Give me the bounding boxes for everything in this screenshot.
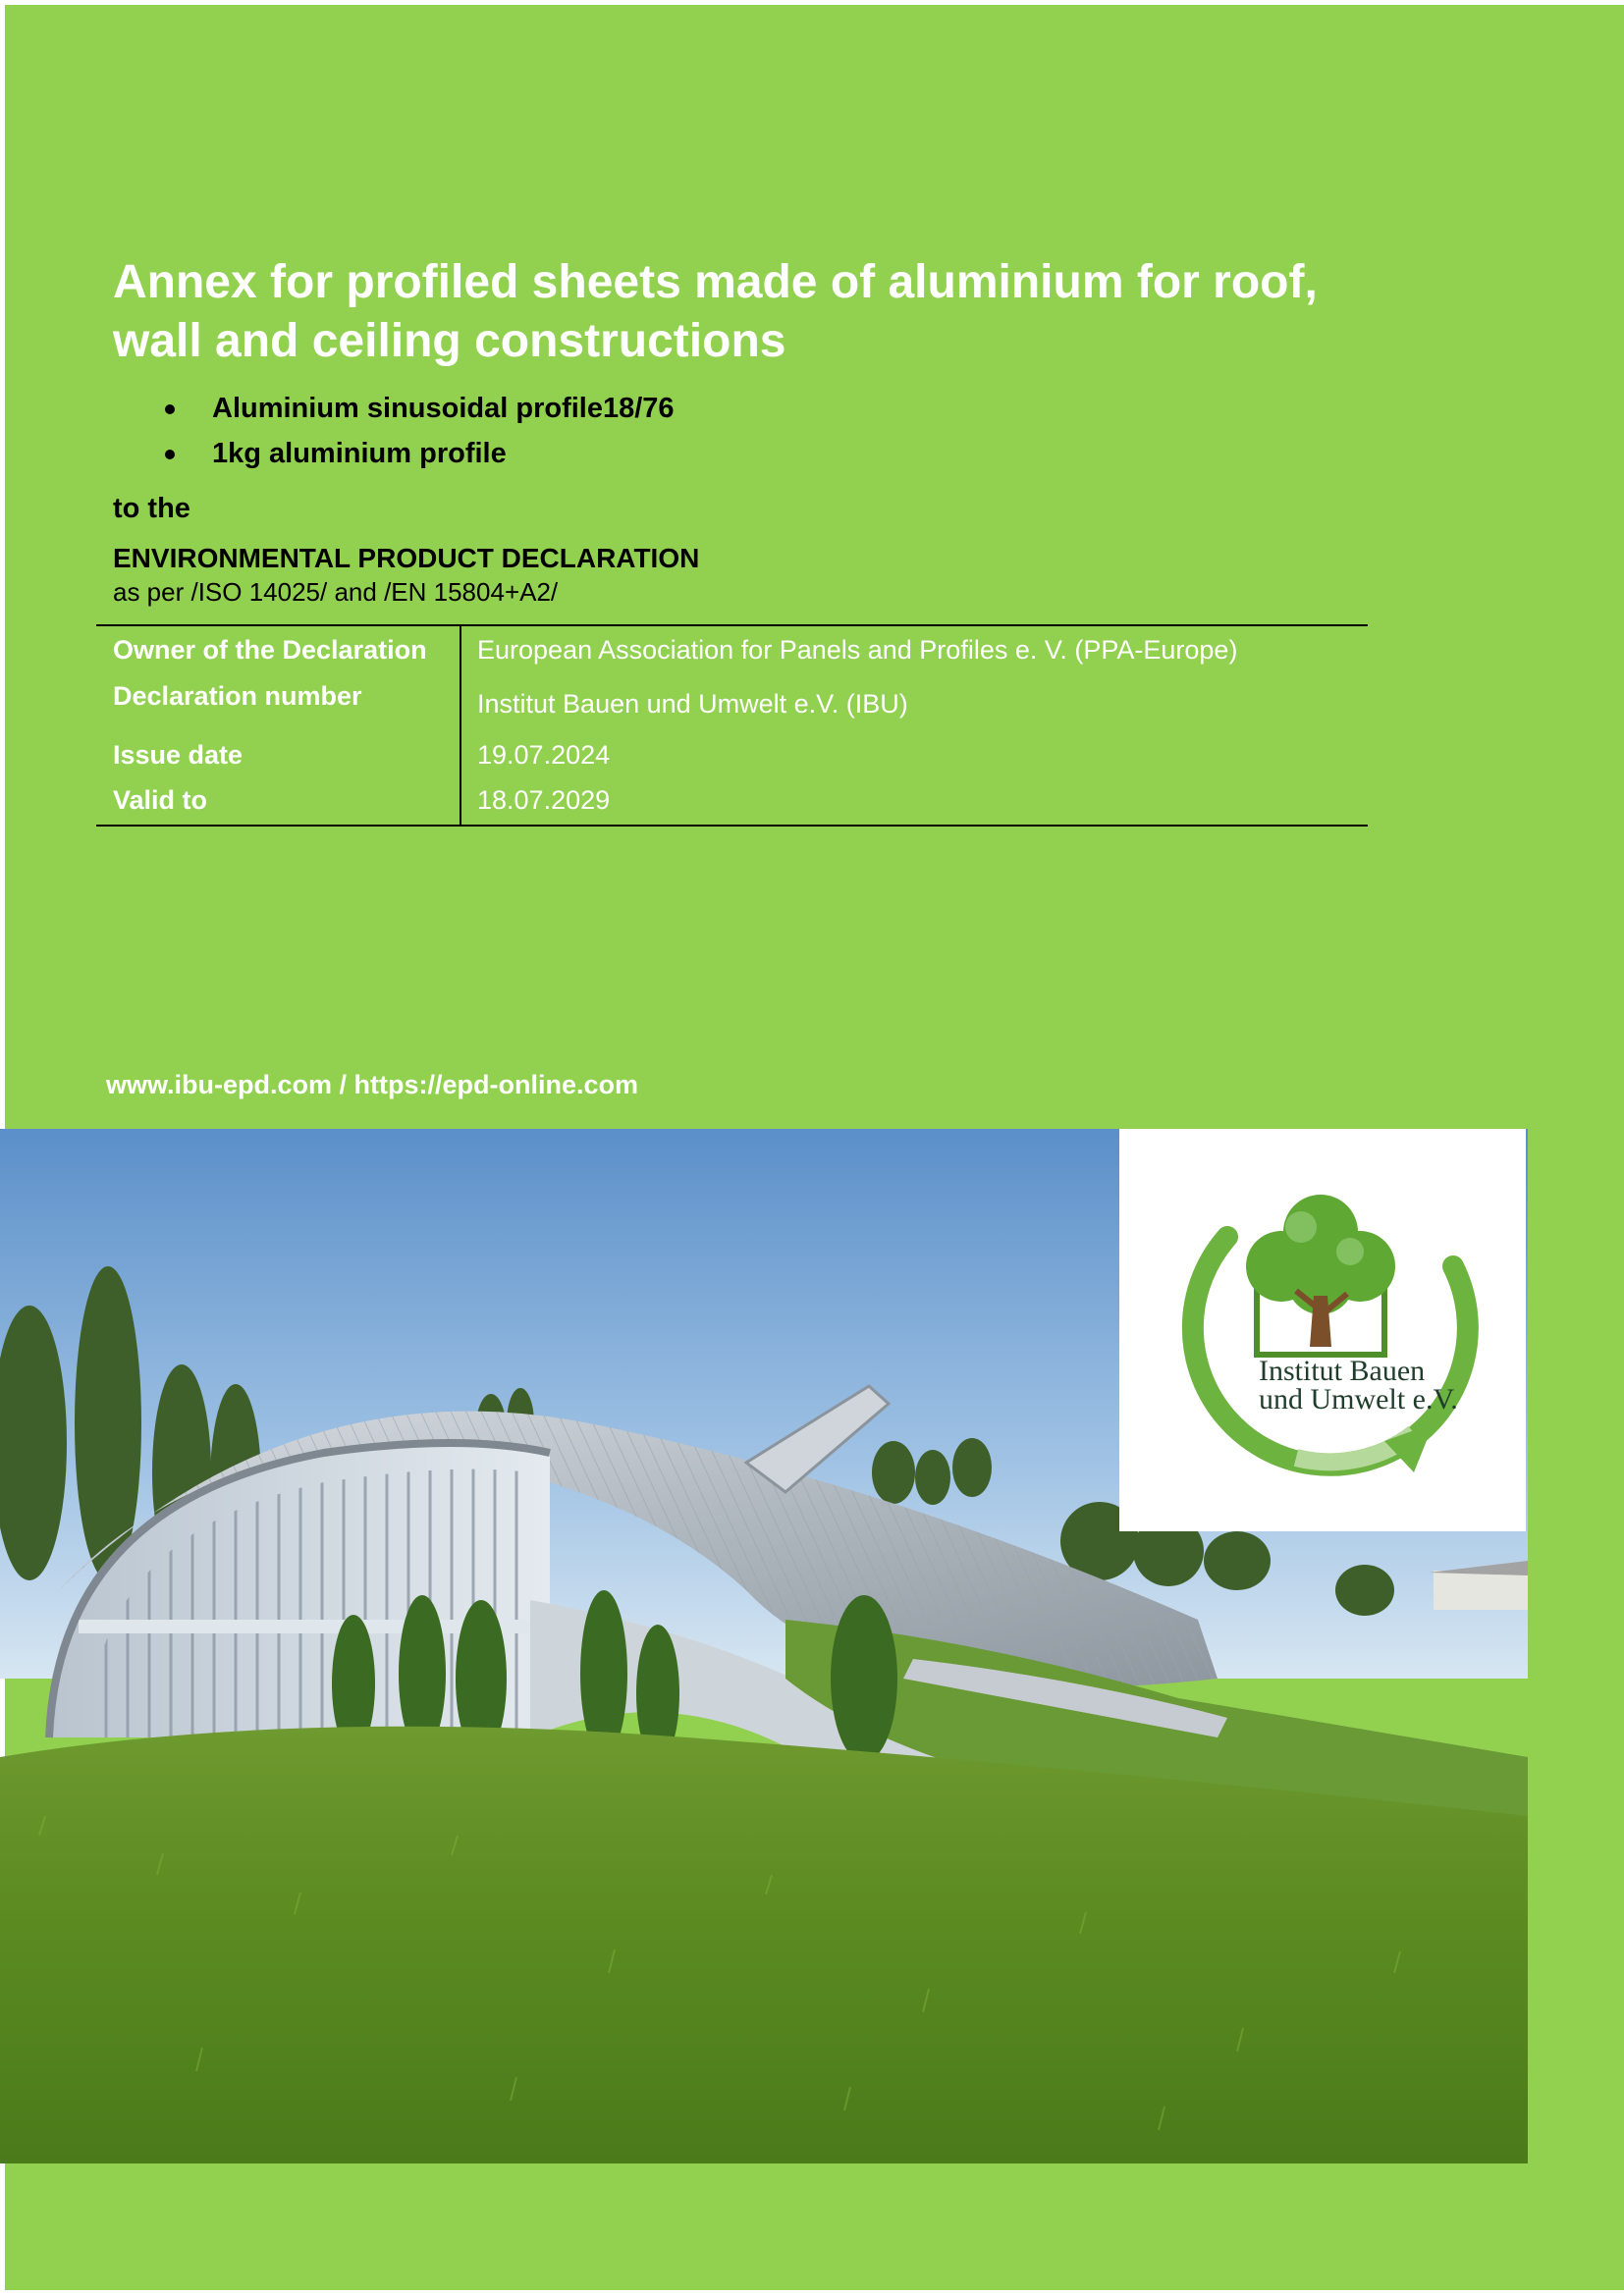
table-row [96,635,1368,674]
document-title: Annex for profiled sheets made of aluminium for roof, wall and ceiling constructions [113,256,1318,367]
logo-text-line2: und Umwelt e.V. [1259,1383,1458,1415]
owner-label: Owner of the Declaration [113,635,427,665]
product-list [157,389,675,479]
table-row [96,785,1368,825]
declaration-number-label: Declaration number [113,681,362,711]
valid-to-value: 18.07.2029 [477,785,611,815]
table-row [96,740,1368,779]
logo-text-line1: Institut Bauen [1259,1355,1426,1387]
valid-to-label: Valid to [113,785,208,815]
tree-house-logo-icon [1119,1129,1526,1531]
owner-value: European Association for Panels and Profiles e. V. (PPA-Europe) [477,635,1238,665]
ibu-logo [1119,1129,1526,1531]
bullet-icon [165,404,175,414]
issue-date-value: 19.07.2024 [477,740,611,770]
table-row [96,681,1368,721]
bullet-icon [165,450,175,459]
website-link[interactable]: www.ibu-epd.com / https://epd-online.com [106,1070,638,1099]
declaration-table [96,624,1368,827]
list-item: Aluminium sinusoidal profile18/76 [157,389,675,434]
epd-standard: as per /ISO 14025/ and /EN 15804+A2/ [113,577,559,607]
issue-date-label: Issue date [113,740,244,770]
list-item: 1kg aluminium profile [157,434,675,479]
to-the-label: to the [113,493,190,524]
declaration-number-value: Institut Bauen und Umwelt e.V. (IBU) [477,689,908,719]
epd-heading: ENVIRONMENTAL PRODUCT DECLARATION [113,543,700,573]
